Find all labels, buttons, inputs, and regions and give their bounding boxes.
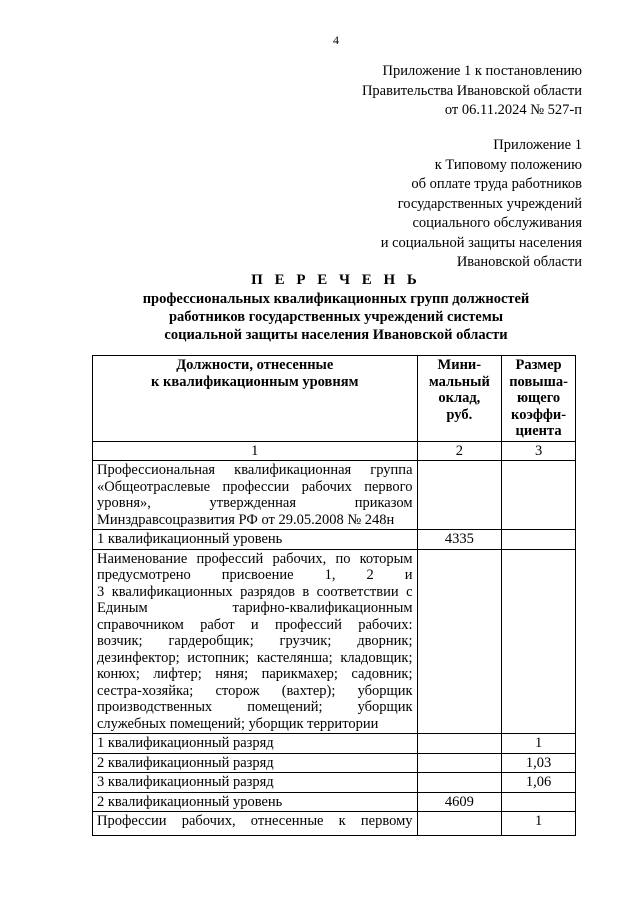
header-line: ющего [516, 390, 561, 406]
table-row [93, 461, 576, 530]
column-number: 1 [93, 441, 418, 461]
column-number: 2 [417, 441, 502, 461]
text-line: «Общеотраслевые профессии рабочих первого [97, 478, 413, 495]
level-label: 2 квалификационный уровень [93, 792, 418, 812]
table-header-row [93, 356, 576, 442]
header-line: Размер [515, 357, 562, 373]
empty-cell [417, 461, 502, 530]
min-salary-value: 4335 [417, 530, 502, 550]
empty-cell [502, 792, 576, 812]
appendix-line: об оплате труда работников [411, 176, 582, 192]
header-coefficient [502, 356, 576, 442]
document-title: П Е Р Е Ч Е Н Ь [251, 272, 421, 288]
empty-cell [502, 461, 576, 530]
appendix-line: государственных учреждений [397, 195, 582, 212]
grade-label: 2 квалификационный разряд [93, 753, 418, 773]
table-row [93, 549, 576, 734]
qualification-group-title [93, 461, 418, 530]
table-row [93, 734, 576, 754]
page-number: 4 [333, 33, 339, 47]
text-line: служебных помещений; уборщик территории [97, 715, 379, 732]
text-line: Минздравсоцразвития РФ от 29.05.2008 № 248н [97, 511, 395, 528]
coefficient-value: 1 [502, 812, 576, 836]
text-line: дезинфектор; истопник; кастелянша; кладовщик; [97, 649, 413, 666]
text-line: уровня», утвержденная приказом [97, 495, 413, 511]
table-row [93, 530, 576, 550]
column-numbers-row [93, 441, 576, 461]
document-subtitle [90, 290, 582, 344]
text-line: сестра-хозяйка; сторож (вахтер); уборщик [97, 682, 413, 699]
subtitle-line: работников государственных учреждений системы [168, 309, 504, 325]
appendix-line: Приложение 1 [493, 137, 582, 153]
coefficient-value: 1 [502, 734, 576, 754]
column-number: 3 [502, 441, 576, 461]
appendix-regulation-reference [381, 136, 582, 273]
appendix-line: и социальной защиты населения [380, 234, 582, 251]
empty-cell [417, 753, 502, 773]
table-row [93, 792, 576, 812]
professions-list [93, 549, 418, 734]
grade-label: 1 квалификационный разряд [93, 734, 418, 754]
header-line: руб. [446, 406, 473, 423]
text-line: Профессии рабочих, отнесенные к первому [97, 813, 413, 829]
appendix-line: Ивановской области [456, 254, 582, 270]
professions-list [93, 812, 418, 836]
appendix-line: к Типовому положению [434, 156, 582, 173]
empty-cell [502, 549, 576, 734]
subtitle-line: профессиональных квалификационных групп должностей [142, 291, 530, 307]
text-line: 3 квалификационных разрядов в соответствии с [97, 583, 413, 600]
empty-cell [502, 530, 576, 550]
header-line: повыша- [509, 373, 568, 390]
empty-cell [417, 812, 502, 836]
header-line: Должности, отнесенные [176, 357, 334, 373]
header-line: коэффи- [511, 406, 567, 423]
empty-cell [417, 773, 502, 793]
text-line: справочником работ и профессий рабочих: [97, 616, 413, 633]
min-salary-value: 4609 [417, 792, 502, 812]
header-min-salary [417, 356, 502, 442]
header-line: мальный [428, 373, 490, 390]
appendix-line: социального обслуживания [412, 215, 582, 231]
subtitle-line: социальной защиты населения Ивановской области [164, 327, 508, 343]
text-line: предусмотрено присвоение 1, 2 и [97, 567, 413, 583]
appendix-line: от 06.11.2024 № 527-п [444, 102, 582, 118]
qualification-groups-table [92, 355, 576, 836]
appendix-line: Приложение 1 к постановлению [382, 63, 582, 79]
text-line: Наименование профессий рабочих, по которым [97, 550, 413, 567]
coefficient-value: 1,06 [502, 773, 576, 793]
coefficient-value: 1,03 [502, 753, 576, 773]
text-line: возчик; гардеробщик; грузчик; дворник; [97, 633, 413, 649]
appendix-resolution-reference [362, 62, 582, 121]
empty-cell [417, 734, 502, 754]
header-line: Мини- [437, 357, 482, 373]
appendix-line: Правительства Ивановской области [361, 82, 582, 99]
empty-cell [417, 549, 502, 734]
text-line: Профессиональная квалификационная группа [97, 462, 413, 478]
text-line: конюх; лифтер; няня; парикмахер; садовник; [97, 666, 413, 682]
table-row [93, 773, 576, 793]
header-positions [93, 356, 418, 442]
table-row [93, 812, 576, 836]
header-line: к квалификационным уровням [151, 373, 359, 390]
level-label: 1 квалификационный уровень [93, 530, 418, 550]
header-line: оклад, [438, 390, 481, 406]
text-line: Единым тарифно-квалификационным [97, 600, 413, 616]
header-line: циента [515, 423, 562, 439]
text-line: производственных помещений; уборщик [97, 699, 413, 715]
table-row [93, 753, 576, 773]
grade-label: 3 квалификационный разряд [93, 773, 418, 793]
